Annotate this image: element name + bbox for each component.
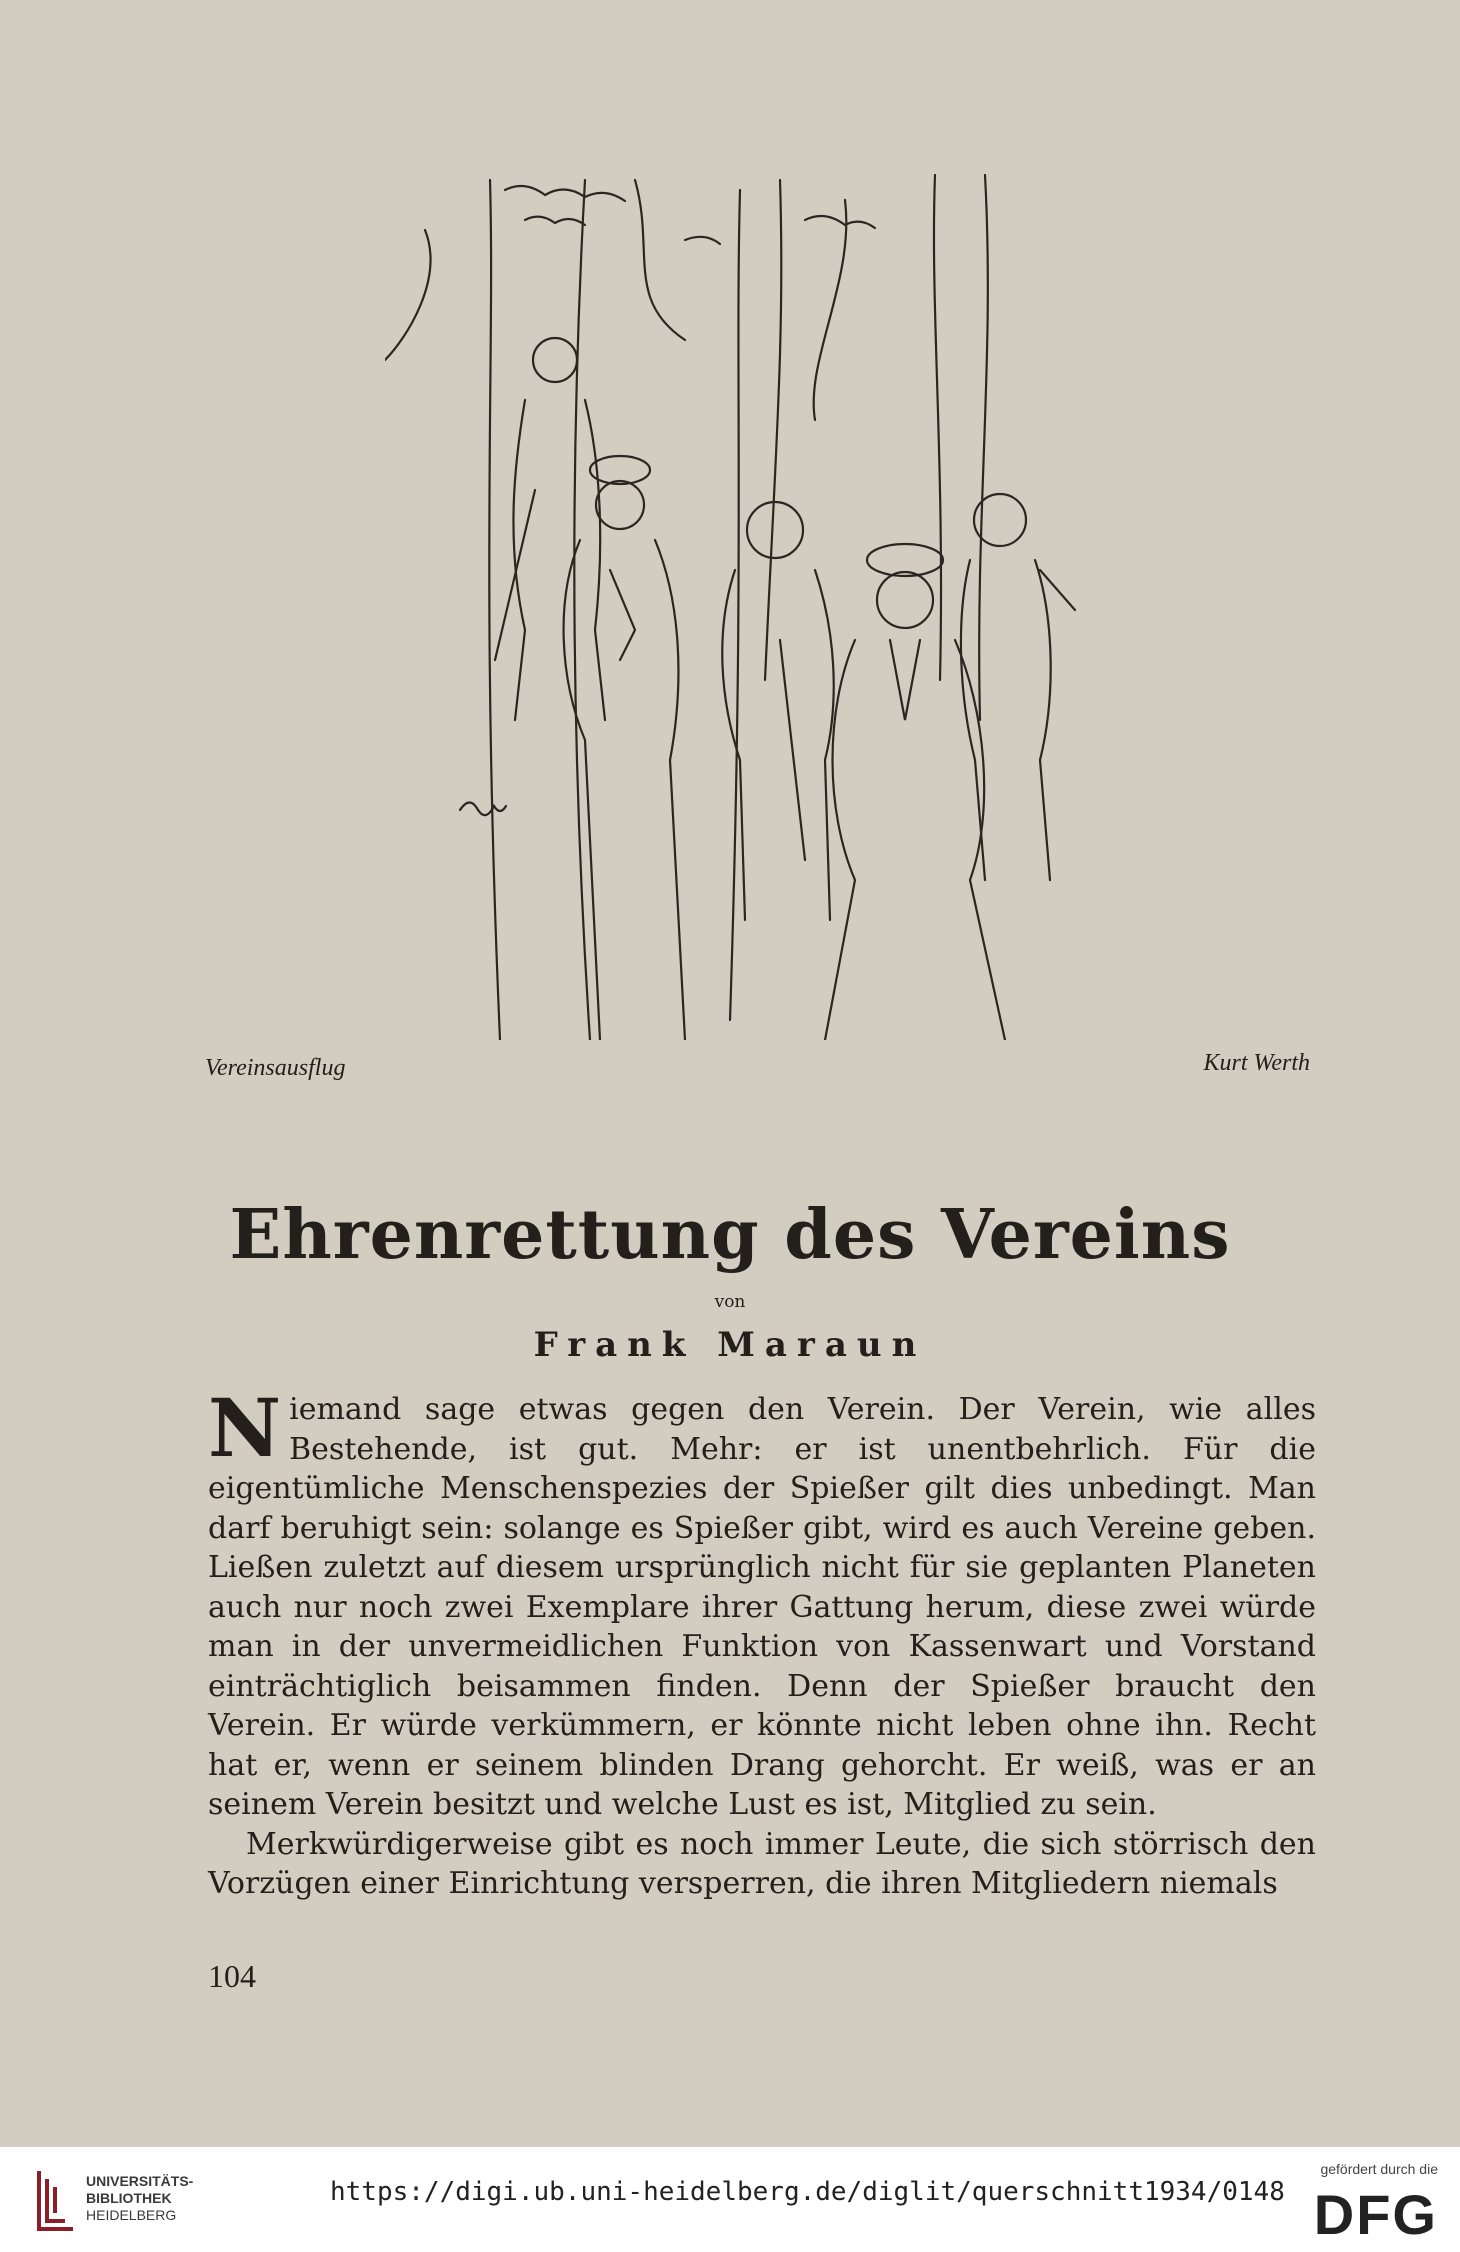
paragraph-2: Merkwürdigerweise gibt es noch immer Leute, die sich störrisch den Vorzügen einer Einrichtung versperren, die ihren Mitgliedern niemals	[208, 1826, 1316, 1901]
article-title: Ehrenrettung des Vereins	[229, 1195, 1231, 1275]
university-library-logo-icon	[35, 2167, 77, 2233]
paragraph-1	[208, 1381, 1316, 1825]
permalink-url[interactable]: https://digi.ub.uni-heidelberg.de/diglit/querschnitt1934/0148	[330, 2177, 1285, 2207]
illustrator-credit: Kurt Werth	[1203, 1050, 1310, 1076]
article-author: Frank Maraun	[533, 1325, 927, 1365]
illustration-caption: Vereinsausflug	[205, 1055, 346, 1081]
dfg-logo: DFG	[1313, 2183, 1438, 2246]
page-number: 104	[208, 1958, 256, 1994]
drop-cap: N	[208, 1381, 282, 1475]
paragraph-1-text: iemand sage etwas gegen den Verein. Der Verein, wie alles Bestehende, ist gut. Mehr: er ist unentbehrlich. Für die eigentümliche Menschenspezies der Spießer gilt dies unbedingt. Man darf beruhigt sein: solange es Spießer gibt, wird es auch Vereine geben. Ließen zuletzt auf diesem ursprünglich nicht für sie geplanten Planeten auch nur noch zwei Exemplare ihrer Gattung herum, diese zwei würde man in der unvermeidlichen Funktion von Kassenwart und Vorstand einträchtiglich beisammen finden. Denn der Spießer braucht den Verein. Er würde verkümmern, er könnte nicht leben ohne ihn. Recht hat er, wenn er seinem blinden Drang gehorcht. Er weiß, was er an seinem Verein besitzt und welche Lust es ist, Mitglied zu sein.	[208, 1392, 1316, 1822]
library-name: UNIVERSITÄTS- BIBLIOTHEK HEIDELBERG	[86, 2173, 194, 2223]
footer-bar	[0, 2147, 1460, 2252]
article-body	[208, 1381, 1316, 1904]
hikers-illustration	[385, 160, 1105, 1040]
funding-note: gefördert durch die	[1320, 2161, 1438, 2177]
byline-prefix: von	[714, 1292, 746, 1312]
